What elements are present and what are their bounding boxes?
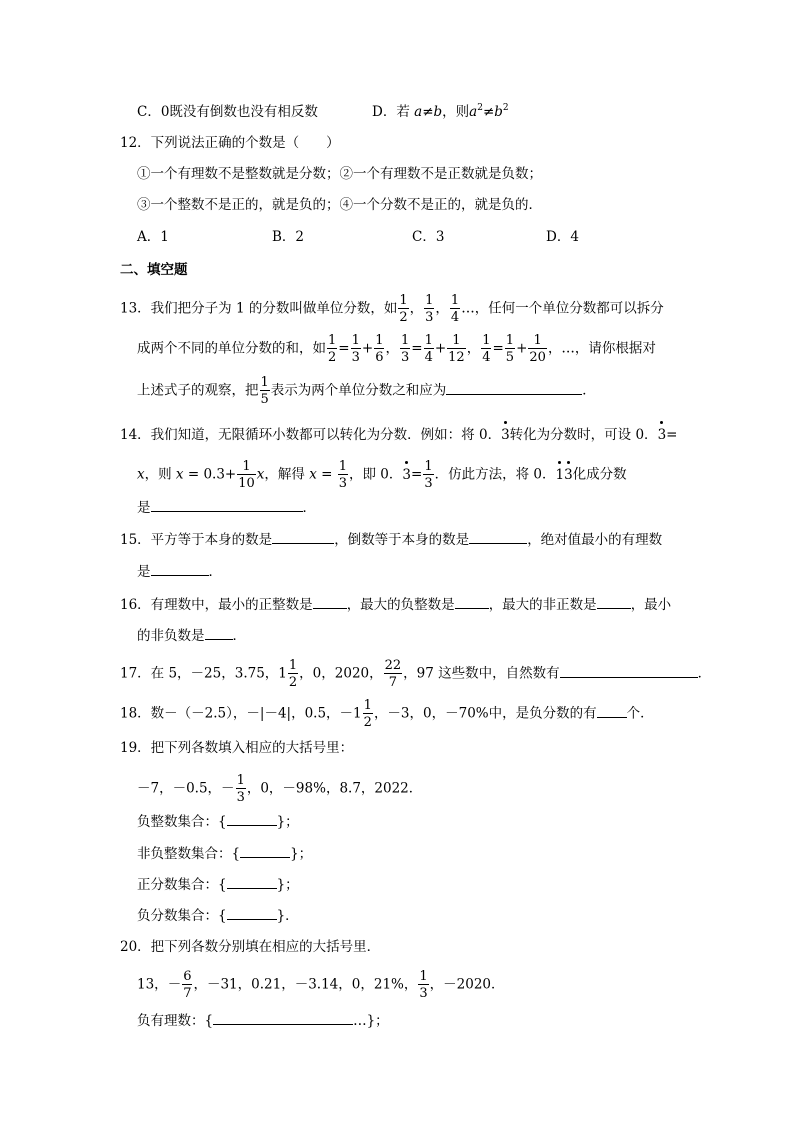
q11-option-c: C．0既没有倒数也没有相反数: [137, 104, 318, 120]
q12-statement-1: ①一个有理数不是整数就是分数；②一个有理数不是正数就是负数；: [137, 166, 542, 182]
q15-line-1: 15．平方等于本身的数是 ，倒数等于本身的数是 ，绝对值最小的有理数: [120, 529, 662, 550]
q20-numbers: 13，－ $\frac{6}{7}$ ，－31，0.21，－3.14，0，21%， $\frac{1}{3}$ ，－2020．: [137, 969, 505, 1001]
answer-blank[interactable]: [151, 497, 303, 512]
q15-line-2: 是 ．: [137, 561, 222, 582]
answer-blank[interactable]: [151, 561, 209, 576]
fraction: $\frac{1}{3}$: [425, 293, 434, 325]
q19-set-negative-fractions: 负分数集合：{ }．: [137, 905, 299, 926]
q13-line-2: 成两个不同的单位分数的和，如 $\frac{1}{2}$ = $\frac{1}{3}$ + $\frac{1}{6}$ ， $\frac{1}{3}$ = $\frac{1}{4}$ + $\frac{1}{12}$ ， $\frac{1}{4}$ = $\frac{1}{5}$ + $\frac{1}{20}$ ，…，请你根据对: [137, 333, 656, 365]
q20-stem: 20．把下列各数分别填在相应的大括号里．: [120, 939, 381, 955]
answer-blank[interactable]: [455, 594, 489, 609]
answer-blank[interactable]: [240, 843, 290, 858]
section-title: 二、填空题: [120, 262, 188, 278]
answer-blank[interactable]: [313, 594, 347, 609]
q12-option-c: C．3: [412, 229, 445, 245]
answer-blank[interactable]: [227, 905, 277, 920]
answer-blank[interactable]: [560, 663, 698, 678]
q13-line-1: 13．我们把分子为 1 的分数叫做单位分数，如 $\frac{1}{2}$ ， $\frac{1}{3}$ ， $\frac{1}{4}$ …，任何一个单位分数都可以拆分: [120, 293, 664, 325]
answer-blank[interactable]: [205, 625, 233, 640]
q14-line-3: 是 ．: [137, 497, 316, 518]
q18: 18．数－（－2.5），－|－4|，0.5，－1 $\frac{1}{2}$ ，－3，0，－70%中，是负分数的有 个．: [120, 698, 654, 730]
answer-blank[interactable]: [446, 380, 582, 395]
fraction: $\frac{1}{2}$: [399, 293, 408, 325]
q14-line-1: 14．我们知道，无限循环小数都可以转化为分数．例如：将 0．3转化为分数时，可设 0．3=: [120, 427, 678, 443]
q19-set-nonnegative-integers: 非负整数集合：{ }；: [137, 843, 312, 864]
q12-stem: 12．下列说法正确的个数是（ ）: [120, 135, 340, 151]
answer-blank[interactable]: [597, 594, 631, 609]
q19-numbers: －7，－0.5，－ $\frac{1}{3}$ ，0，－98%，8.7，2022．: [137, 773, 423, 805]
q20-set-negative-rationals: 负有理数：{ …}；: [137, 1010, 389, 1031]
answer-blank[interactable]: [213, 1010, 353, 1025]
answer-blank[interactable]: [469, 529, 527, 544]
q19-set-negative-integers: 负整数集合：{ }；: [137, 811, 299, 832]
q12-option-d: D．4: [546, 229, 579, 245]
q12-statement-2: ③一个整数不是正的，就是负的；④一个分数不是正的，就是负的．: [137, 197, 542, 213]
q14-line-2: x，则 x = 0.3+ $\frac{1}{10}$ x，解得 x = $\frac{1}{3}$ ，即 0．3= $\frac{1}{3}$ ．仿此方法，将 0．13化成分数: [137, 459, 627, 491]
answer-blank[interactable]: [597, 703, 627, 718]
q17: 17．在 5，－25，3.75，1 $\frac{1}{2}$ ，0，2020， $\frac{22}{7}$ ，97 这些数中，自然数有 ．: [120, 658, 712, 690]
q16-line-1: 16．有理数中，最小的正整数是 ，最大的负整数是 ，最大的非正数是 ，最小: [120, 594, 671, 615]
q12-option-b: B．2: [272, 229, 305, 245]
q12-option-a: A．1: [137, 229, 169, 245]
answer-blank[interactable]: [227, 874, 277, 889]
q13-line-3: 上述式子的观察，把 $\frac{1}{5}$ 表示为两个单位分数之和应为 ．: [137, 375, 596, 407]
answer-blank[interactable]: [227, 811, 277, 826]
answer-blank[interactable]: [272, 529, 334, 544]
q19-stem: 19．把下列各数填入相应的大括号里：: [120, 740, 354, 756]
q16-line-2: 的非负数是 ．: [137, 625, 246, 646]
fraction: $\frac{1}{4}$: [450, 293, 460, 325]
q19-set-positive-fractions: 正分数集合：{ }；: [137, 874, 299, 895]
q11-option-d: D．若 a≠b，则$a^2\ne b^2$: [372, 103, 509, 120]
